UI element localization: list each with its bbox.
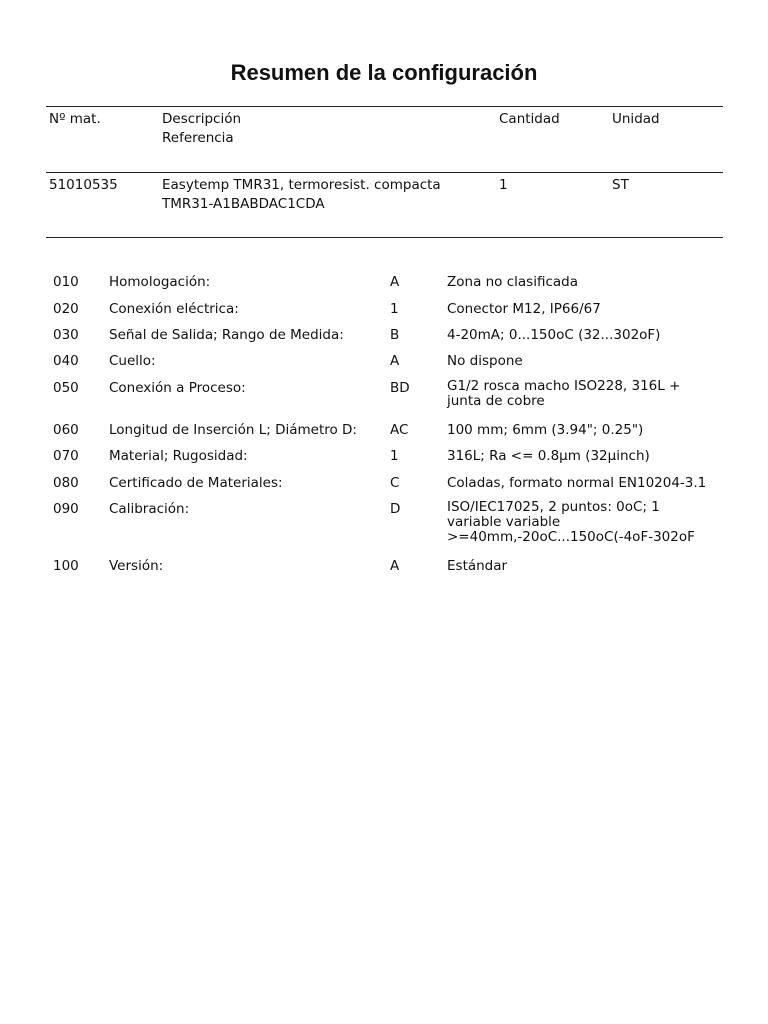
config-value: No dispone xyxy=(447,353,523,369)
config-code: 030 xyxy=(53,327,79,343)
column-header-mat: Nº mat. xyxy=(49,111,101,127)
config-code: 060 xyxy=(53,422,79,438)
config-feature: Homologación: xyxy=(109,274,211,290)
config-feature: Calibración: xyxy=(109,501,190,517)
header-bottom-divider xyxy=(46,172,723,173)
config-code: 040 xyxy=(53,353,79,369)
config-option: A xyxy=(390,274,400,290)
config-code: 050 xyxy=(53,380,79,396)
config-option: A xyxy=(390,353,400,369)
config-code: 010 xyxy=(53,274,79,290)
config-feature: Conexión eléctrica: xyxy=(109,301,239,317)
config-option: B xyxy=(390,327,400,343)
config-value: Zona no clasificada xyxy=(447,274,579,290)
config-value: 316L; Ra <= 0.8µm (32µinch) xyxy=(447,448,650,464)
config-code: 080 xyxy=(53,475,79,491)
config-code: 090 xyxy=(53,501,79,517)
item-quantity: 1 xyxy=(499,177,508,193)
column-header-quantity: Cantidad xyxy=(499,111,560,127)
config-option: D xyxy=(390,501,401,517)
config-feature: Cuello: xyxy=(109,353,156,369)
config-value: 100 mm; 6mm (3.94"; 0.25") xyxy=(447,422,644,438)
config-code: 020 xyxy=(53,301,79,317)
page-title: Resumen de la configuración xyxy=(230,60,538,85)
config-option: AC xyxy=(390,422,409,438)
item-reference: TMR31-A1BABDAC1CDA xyxy=(162,196,325,212)
config-value: G1/2 rosca macho ISO228, 316L + junta de cobre xyxy=(447,378,681,409)
config-value: 4-20mA; 0...150oC (32...302oF) xyxy=(447,327,661,343)
config-feature: Certificado de Materiales: xyxy=(109,475,283,491)
config-value: Estándar xyxy=(447,558,508,574)
column-header-description: Descripción xyxy=(162,111,242,127)
item-unit: ST xyxy=(612,177,629,193)
config-option: 1 xyxy=(390,448,399,464)
config-value: Coladas, formato normal EN10204-3.1 xyxy=(447,475,707,491)
config-feature: Material; Rugosidad: xyxy=(109,448,248,464)
config-option: 1 xyxy=(390,301,399,317)
config-feature: Versión: xyxy=(109,558,164,574)
column-header-reference: Referencia xyxy=(162,130,234,146)
config-option: A xyxy=(390,558,400,574)
config-value: ISO/IEC17025, 2 puntos: 0oC; 1 variable variable >=40mm,-20oC...150oC(-4oF-302oF xyxy=(447,499,695,545)
item-description: Easytemp TMR31, termoresist. compacta xyxy=(162,177,441,193)
item-bottom-divider xyxy=(46,237,723,238)
config-value: Conector M12, IP66/67 xyxy=(447,301,601,317)
header-top-divider xyxy=(46,106,723,107)
column-header-unit: Unidad xyxy=(612,111,660,127)
config-feature: Conexión a Proceso: xyxy=(109,380,246,396)
config-option: C xyxy=(390,475,400,491)
config-code: 100 xyxy=(53,558,79,574)
config-code: 070 xyxy=(53,448,79,464)
config-feature: Longitud de Inserción L; Diámetro D: xyxy=(109,422,357,438)
config-feature: Señal de Salida; Rango de Medida: xyxy=(109,327,344,343)
config-option: BD xyxy=(390,380,410,396)
item-mat-number: 51010535 xyxy=(49,177,118,193)
